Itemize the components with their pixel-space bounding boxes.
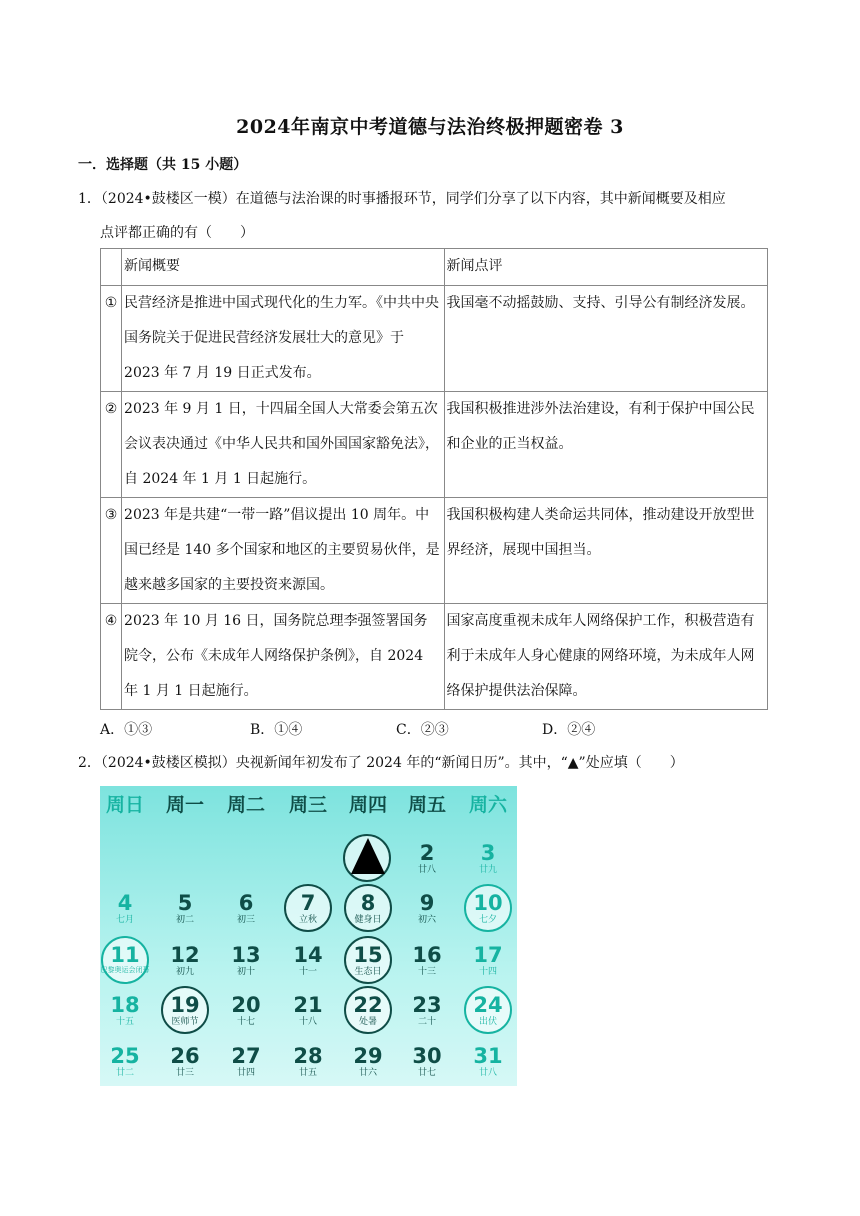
news-calendar-image	[100, 786, 517, 1086]
option-c[interactable]: C．②③	[396, 722, 449, 738]
day-label: 二十	[417, 1017, 436, 1027]
weekday-sun: 周日	[105, 794, 144, 816]
day-label: 初十	[236, 967, 255, 977]
day-number: 30	[412, 1044, 442, 1068]
calendar-day	[100, 944, 150, 975]
row-number: ④	[101, 604, 122, 710]
calendar-day	[221, 944, 271, 978]
triangle-icon	[349, 836, 387, 876]
weekday-wed: 周三	[288, 794, 327, 816]
weekday-sat: 周六	[468, 794, 507, 816]
day-label: 廿八	[478, 1068, 497, 1078]
row-number: ③	[101, 498, 122, 604]
day-number: 14	[293, 943, 323, 967]
day-label: 十七	[236, 1017, 255, 1027]
header-comment: 新闻点评	[444, 249, 768, 286]
day-number: 19	[170, 993, 200, 1017]
day-label: 立秋	[298, 915, 317, 925]
table-header-row	[101, 249, 768, 286]
day-label: 初六	[417, 915, 436, 925]
day-number: 22	[353, 993, 383, 1017]
day-label: 廿六	[358, 1068, 377, 1078]
row-comment: 国家高度重视未成年人网络保护工作，积极营造有利于未成年人身心健康的网络环境，为未成年人网络保护提供法治保障。	[444, 604, 768, 710]
table-row	[101, 392, 768, 498]
calendar-day	[100, 1045, 150, 1079]
day-label: 健身日	[354, 915, 382, 925]
calendar-day	[402, 892, 452, 926]
calendar-day	[463, 994, 513, 1028]
row-summary: 2023 年 10 月 16 日，国务院总理李强签署国务院令，公布《未成年人网络保护条例》，自 2024 年 1 月 1 日起施行。	[122, 604, 444, 710]
option-d[interactable]: D．②④	[542, 722, 596, 738]
calendar-day	[343, 994, 393, 1028]
weekday-tue: 周二	[226, 794, 265, 816]
answer-options	[100, 716, 595, 744]
section-heading: 一．选择题（共 15 小题）	[78, 157, 248, 173]
page-title: 2024年南京中考道德与法治终极押题密卷 3	[236, 116, 624, 138]
row-comment: 我国积极推进涉外法治建设，有利于保护中国公民和企业的正当权益。	[444, 392, 768, 498]
calendar-day	[100, 994, 150, 1028]
day-label: 廿四	[236, 1068, 255, 1078]
calendar-day	[343, 892, 393, 926]
day-number: 13	[231, 943, 261, 967]
day-label: 廿三	[175, 1068, 194, 1078]
day-number: 20	[231, 993, 261, 1017]
day-number: 27	[231, 1044, 261, 1068]
calendar-day	[283, 1045, 333, 1079]
day-label: 巴黎奥运会闭幕	[100, 966, 150, 974]
day-number: 28	[293, 1044, 323, 1068]
question-2-stem: 2．（2024•鼓楼区模拟）央视新闻年初发布了 2024 年的“新闻日历”。其中，“▲”处应填（ ）	[78, 755, 684, 771]
question-1-stem-cont: 点评都正确的有（ ）	[100, 225, 254, 241]
day-label: 廿二	[115, 1068, 134, 1078]
calendar-day	[402, 842, 452, 876]
day-number: 29	[353, 1044, 383, 1068]
calendar-day	[221, 1045, 271, 1079]
day-number: 9	[419, 891, 435, 915]
day-number: 7	[300, 891, 316, 915]
day-number: 31	[473, 1044, 503, 1068]
day-number: 5	[177, 891, 193, 915]
table-row	[101, 604, 768, 710]
row-comment: 我国毫不动摇鼓励、支持、引导公有制经济发展。	[444, 286, 768, 392]
news-table	[100, 248, 768, 710]
day-label: 十五	[115, 1017, 134, 1027]
weekday-thu: 周四	[348, 794, 387, 816]
day-label: 廿八	[417, 865, 436, 875]
day-label: 廿九	[478, 865, 497, 875]
day-label: 处暑	[358, 1017, 377, 1027]
calendar-day	[402, 1045, 452, 1079]
row-number: ①	[101, 286, 122, 392]
table-row	[101, 498, 768, 604]
calendar-day	[463, 892, 513, 926]
day-label: 十一	[298, 967, 317, 977]
day-label: 廿七	[417, 1068, 436, 1078]
row-number: ②	[101, 392, 122, 498]
day-number: 21	[293, 993, 323, 1017]
calendar-day	[463, 944, 513, 978]
calendar-day	[160, 994, 210, 1028]
day-label: 生态日	[354, 967, 382, 977]
day-number: 10	[473, 891, 503, 915]
calendar-day	[283, 944, 333, 978]
calendar-day	[343, 944, 393, 978]
calendar-day	[402, 944, 452, 978]
day-number: 25	[110, 1044, 140, 1068]
row-summary: 2023 年 9 月 1 日，十四届全国人大常委会第五次会议表决通过《中华人民共和国外国国家豁免法》，自 2024 年 1 月 1 日起施行。	[122, 392, 444, 498]
calendar-day	[402, 994, 452, 1028]
day-number: 18	[110, 993, 140, 1017]
day-label: 初九	[175, 967, 194, 977]
day-number: 16	[412, 943, 442, 967]
day-label: 廿五	[298, 1068, 317, 1078]
day-label: 十四	[478, 967, 497, 977]
day-number: 15	[353, 943, 383, 967]
day-number: 3	[480, 841, 496, 865]
day-number: 17	[473, 943, 503, 967]
calendar-day	[283, 892, 333, 926]
calendar-day	[160, 892, 210, 926]
question-1	[78, 182, 778, 250]
day-label: 十三	[417, 967, 436, 977]
day-label: 出伏	[478, 1017, 497, 1027]
weekday-fri: 周五	[407, 794, 446, 816]
calendar-day	[283, 994, 333, 1028]
day-label: 初三	[236, 915, 255, 925]
calendar-day	[221, 994, 271, 1028]
option-a[interactable]: A．①③	[100, 722, 153, 738]
calendar-day	[160, 944, 210, 978]
calendar-day	[343, 1045, 393, 1079]
question-1-stem: 1．（2024•鼓楼区一模）在道德与法治课的时事播报环节，同学们分享了以下内容，其中新闻概要及相应	[78, 191, 726, 207]
day-number: 2	[419, 841, 435, 865]
calendar-day	[100, 892, 150, 926]
day-number: 23	[412, 993, 442, 1017]
calendar-day	[160, 1045, 210, 1079]
day-label: 医师节	[171, 1017, 199, 1027]
day-number: 11	[110, 943, 140, 967]
row-summary: 民营经济是推进中国式现代化的生力军。《中共中央国务院关于促进民营经济发展壮大的意见》于 2023 年 7 月 19 日正式发布。	[122, 286, 444, 392]
header-summary: 新闻概要	[122, 249, 444, 286]
calendar-day	[463, 1045, 513, 1079]
row-comment: 我国积极构建人类命运共同体，推动建设开放型世界经济，展现中国担当。	[444, 498, 768, 604]
day-label: 初二	[175, 915, 194, 925]
day-number: 4	[117, 891, 133, 915]
row-summary: 2023 年是共建“一带一路”倡议提出 10 周年。中国已经是 140 多个国家和地区的主要贸易伙伴，是越来越多国家的主要投资来源国。	[122, 498, 444, 604]
table-row	[101, 286, 768, 392]
day-number: 6	[238, 891, 254, 915]
day-number: 24	[473, 993, 503, 1017]
day-label: 七月	[115, 915, 134, 925]
calendar-day	[221, 892, 271, 926]
day-number: 8	[360, 891, 376, 915]
calendar-day	[463, 842, 513, 876]
day-label: 七夕	[478, 915, 497, 925]
option-b[interactable]: B．①④	[250, 722, 303, 738]
day-number: 26	[170, 1044, 200, 1068]
weekday-mon: 周一	[165, 794, 204, 816]
day-number: 12	[170, 943, 200, 967]
day-label: 十八	[298, 1017, 317, 1027]
